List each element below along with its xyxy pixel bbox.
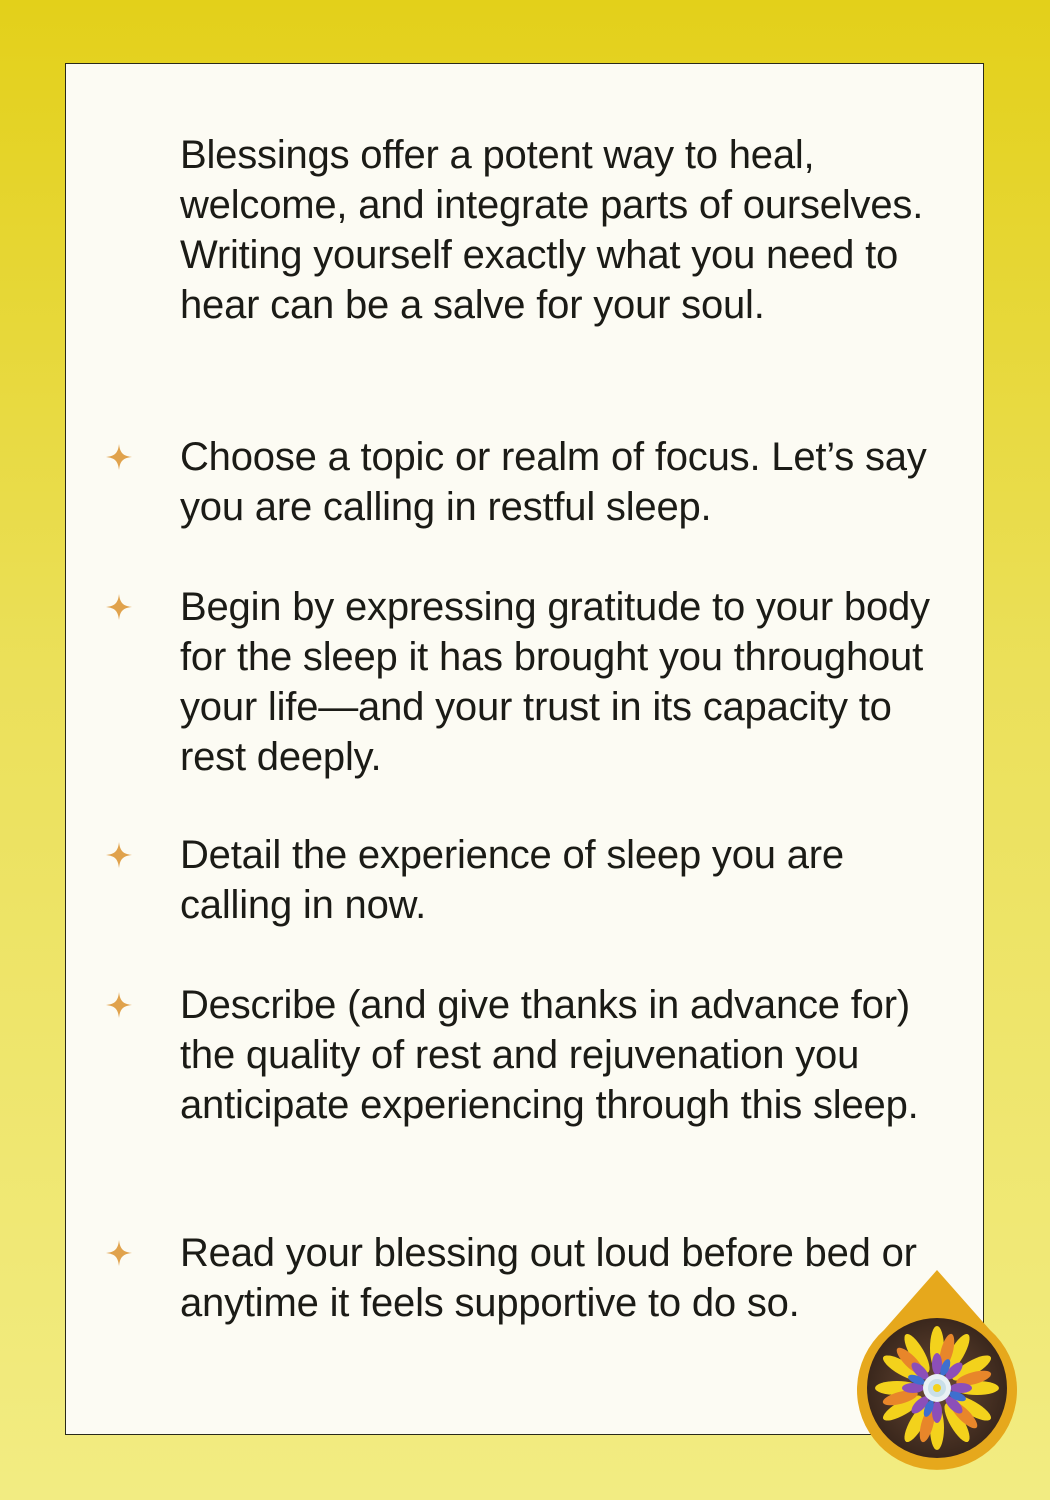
sparkle-icon bbox=[104, 990, 134, 1020]
step-text: Choose a topic or realm of focus. Let’s say you are calling in restful sleep. bbox=[180, 435, 927, 529]
step-text: Detail the experience of sleep you are calling in now. bbox=[180, 833, 844, 927]
step-text: Read your blessing out loud before bed or anytime it feels supportive to do so. bbox=[180, 1231, 917, 1325]
step-text: Begin by expressing gratitude to your body for the sleep it has brought you throughout your life—and your trust in its capacity to rest deeply. bbox=[180, 585, 930, 779]
content-card bbox=[65, 63, 984, 1435]
sparkle-icon bbox=[104, 592, 134, 622]
sparkle-icon bbox=[104, 442, 134, 472]
flower-mandala-icon bbox=[850, 1268, 1024, 1476]
sparkle-icon bbox=[104, 840, 134, 870]
sparkle-icon bbox=[104, 1238, 134, 1268]
step-text: Describe (and give thanks in advance for) the quality of rest and rejuvenation you anticipate experiencing through this sleep. bbox=[180, 983, 919, 1127]
intro-paragraph: Blessings offer a potent way to heal, welcome, and integrate parts of ourselves. Writing yourself exactly what you need to hear can be a salve for your soul. bbox=[180, 133, 924, 327]
